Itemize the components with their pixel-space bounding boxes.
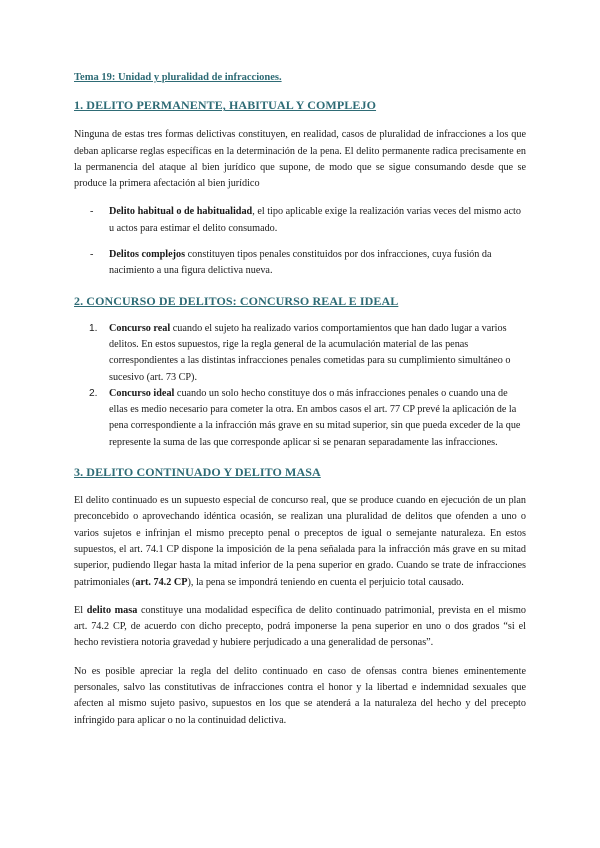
section2-heading: 2. CONCURSO DE DELITOS: CONCURSO REAL E IDEAL [74,293,399,308]
term-habitual: Delito habitual o de habitualidad [109,206,253,218]
term-concurso-real: Concurso real [109,322,171,334]
term-concurso-ideal: Concurso ideal [109,387,175,399]
item-text: , el tipo aplicable exige la realización varias veces del mismo acto u actos para estimar el delito consumado. [109,206,521,234]
section3-paragraph-3: No es posible apreciar la regla del delito continuado en caso de ofensas contra bienes eminentemente personales, salvo las constitutivas de infracciones contra el honor y la libertad e indemnidad sexuales que afecten al mismo sujeto pasivo, supuestos en los que se atenderá a la naturaleza del hecho y del precepto infringido para aplicar o no la continuidad delictiva. [74,665,526,726]
section3-paragraph-2 [74,603,526,652]
section1-heading: 1. DELITO PERMANENTE, HABITUAL Y COMPLEJO [74,98,377,113]
list-item [74,204,526,237]
term-complejos: Delitos complejos [109,249,186,261]
p1-tail: ), la pena se impondrá teniendo en cuenta el perjuicio total causado. [187,576,464,588]
section1-intro: Ninguna de estas tres formas delictivas constituyen, en realidad, casos de pluralidad de infracciones a los que deban aplicarse reglas específicas en la determinación de la pena. El delito permanente radica precisamente en la permanencia del ataque al bien jurídico que supone, de modo que se sigue consumando desde que se produce la primera afectación al bien jurídico [74,129,526,190]
list-number: 1. [89,322,98,334]
section1-list [74,204,526,279]
item-text: cuando el sujeto ha realizado varios comportamientos que han dado lugar a varios delitos. En estos supuestos, rige la regla general de la acumulación material de las penas correspondientes a las distintas infracciones penales cometidas para su cumplimiento simultáneo o sucesivo (art. 73 CP). [109,322,511,383]
list-item [74,247,526,280]
p2-text: constituye una modalidad específica de delito continuado patrimonial, prevista en el mismo art. 74.2 CP, de acuerdo con dicho precepto, podrá imponerse la pena superior en uno o dos grados “si el hecho revistiera notoria gravedad y hubiere perjudicado a una generalidad de personas”. [74,604,526,649]
item-text: constituyen tipos penales constituidos por dos infracciones, cuya fusión da nacimiento a una figura delictiva nueva. [109,249,492,277]
p2-pre: El [74,604,87,616]
section3-heading: 3. DELITO CONTINUADO Y DELITO MASA [74,465,321,480]
p1-bold: art. 74.2 CP [135,576,188,588]
term-delito-masa: delito masa [86,604,138,616]
section2-list [74,321,526,451]
list-number: 2. [89,387,98,399]
list-item [74,386,526,451]
topic-title: Tema 19: Unidad y pluralidad de infracciones. [74,72,282,83]
section3-paragraph-1 [74,493,526,591]
item-text: cuando un solo hecho constituye dos o más infracciones penales o cuando una de ellas es medio necesario para cometer la otra. En ambos casos el art. 77 CP prevé la aplicación de la pena correspondiente a la infracción más grave en su mitad superior, sin que pueda exceder de la que represente la suma de las que corresponde aplicar si se penaran separadamente las infracciones. [109,387,521,448]
list-marker: - [90,206,94,218]
list-marker: - [90,249,94,261]
p1-text: El delito continuado es un supuesto especial de concurso real, que se produce cuando en ejecución de un plan preconcebido o aprovechando idéntica ocasión, se realizan una pluralidad de delitos que ofenden a uno o varios sujetos e infrinjan el mismo precepto penal o preceptos de igual o semejante naturaleza. En estos supuestos, el art. 74.1 CP dispone la imposición de la pena señalada para la infracción más grave en su mitad superior, pudiendo llegar hasta la mitad inferior de la pena superior en grado. Cuando se trate de infracciones patrimoniales ( [74,495,526,588]
list-item [74,321,526,386]
